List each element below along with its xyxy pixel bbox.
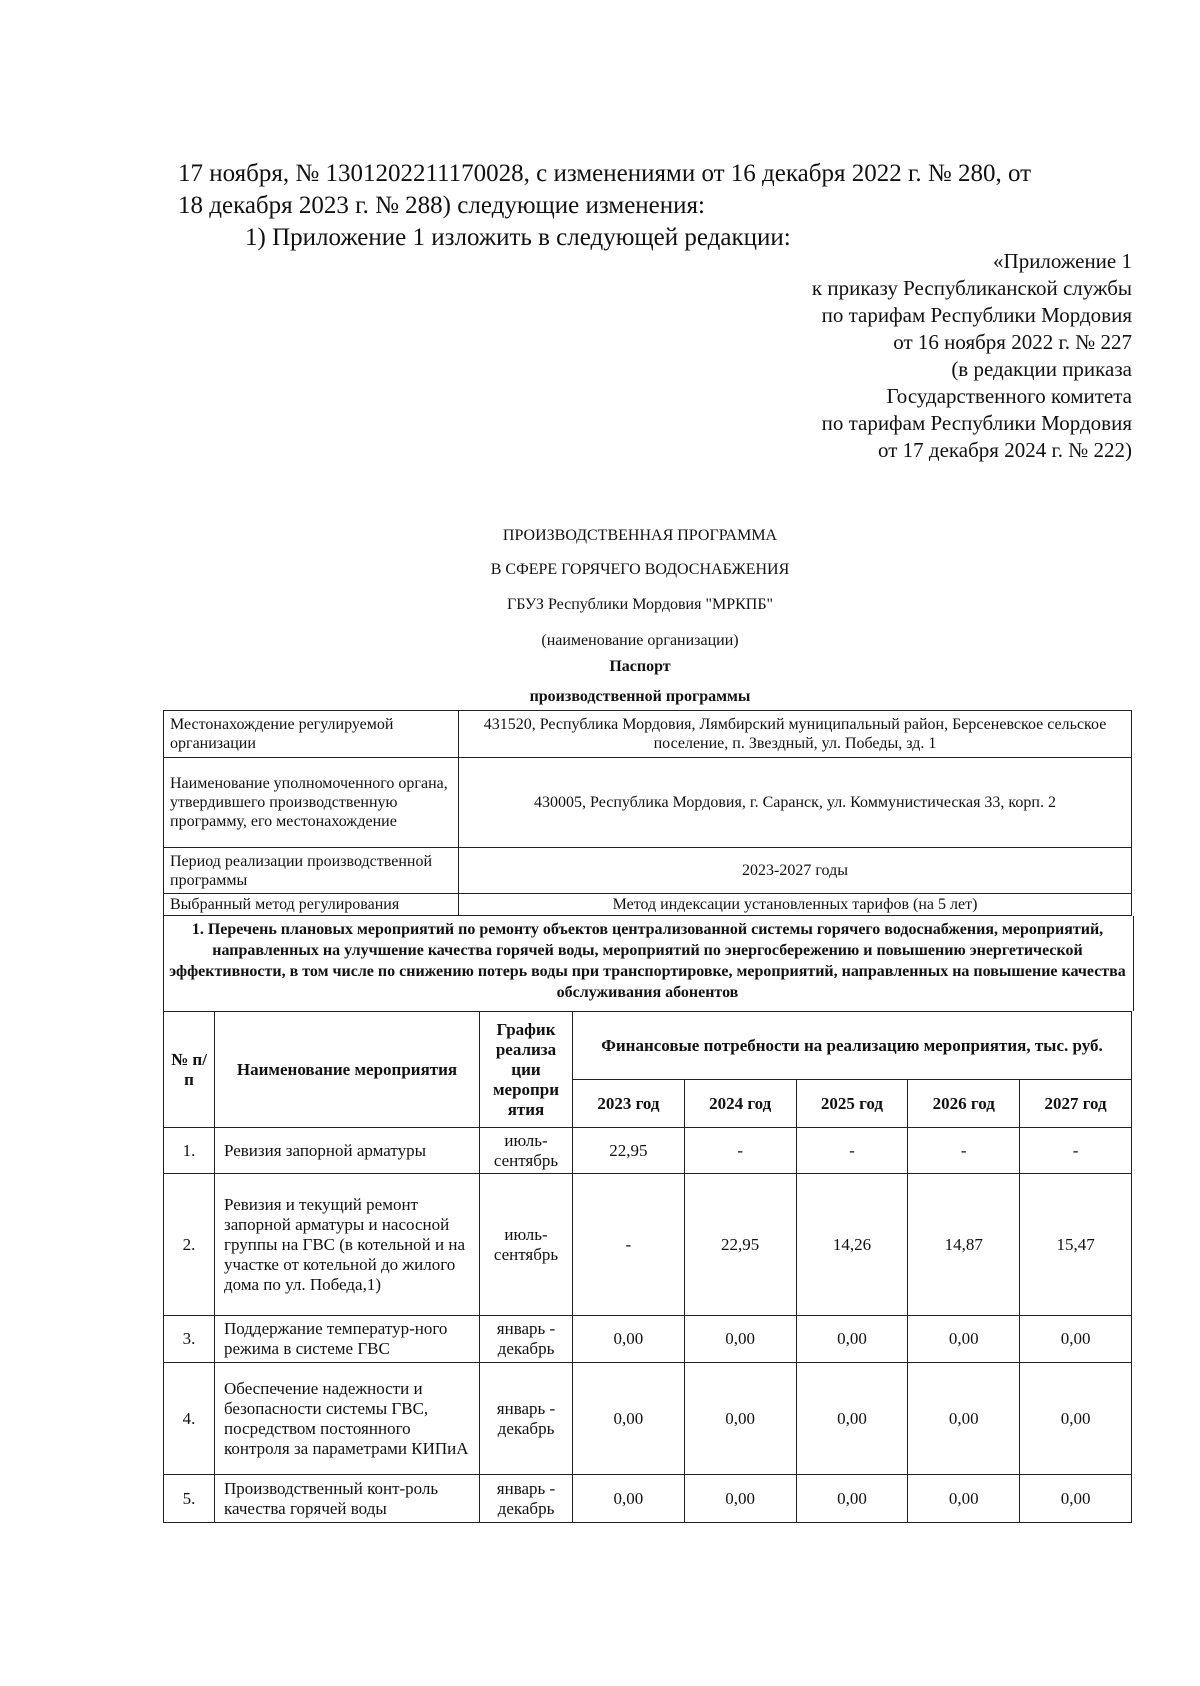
passport-value: 430005, Республика Мордовия, г. Саранск, ул. Коммунистическая 33, корп. 2 — [459, 758, 1132, 848]
passport-row — [164, 848, 1132, 894]
row-value: 0,00 — [684, 1363, 796, 1475]
row-value: 0,00 — [573, 1363, 685, 1475]
row-value: 0,00 — [573, 1475, 685, 1523]
row-name: Обеспечение надежности и безопасности системы ГВС, посредством постоянного контроля за параметрами КИПиА — [215, 1363, 480, 1475]
row-value: 0,00 — [684, 1316, 796, 1363]
row-number: 5. — [164, 1475, 215, 1523]
row-value: 0,00 — [1020, 1316, 1132, 1363]
header-year: 2026 год — [908, 1080, 1020, 1128]
row-value: - — [908, 1128, 1020, 1174]
row-schedule: январь - декабрь — [480, 1475, 573, 1523]
passport-value: 431520, Республика Мордовия, Лямбирский муниципальный район, Берсеневское сельское поселение, п. Звездный, ул. Победы, зд. 1 — [459, 711, 1132, 758]
intro-line-3: 1) Приложение 1 изложить в следующей редакции: — [245, 224, 791, 251]
row-value: 0,00 — [908, 1316, 1020, 1363]
measures-table — [163, 1011, 1132, 1523]
organization-caption: (наименование организации) — [541, 632, 739, 649]
header-year: 2025 год — [796, 1080, 908, 1128]
passport-label: Период реализации производственной программы — [164, 848, 459, 894]
appendix-line: по тарифам Республики Мордовия — [821, 411, 1132, 435]
appendix-line: от 17 декабря 2024 г. № 222) — [878, 438, 1132, 462]
row-number: 2. — [164, 1174, 215, 1316]
row-value: 0,00 — [1020, 1475, 1132, 1523]
row-value: - — [684, 1128, 796, 1174]
passport-label: Выбранный метод регулирования — [164, 894, 459, 916]
row-number: 4. — [164, 1363, 215, 1475]
table-row — [164, 1475, 1132, 1523]
intro-text — [178, 158, 1133, 254]
passport-value: Метод индексации установленных тарифов (на 5 лет) — [459, 894, 1132, 916]
row-value: 0,00 — [796, 1363, 908, 1475]
passport-table — [163, 710, 1132, 916]
table-row — [164, 1128, 1132, 1174]
row-value: 15,47 — [1020, 1174, 1132, 1316]
row-value: 0,00 — [796, 1316, 908, 1363]
row-value: - — [573, 1174, 685, 1316]
row-name: Производственный конт-роль качества горячей воды — [215, 1475, 480, 1523]
section-title: 1. Перечень плановых мероприятий по ремонту объектов централизованной системы горячего водоснабжения, мероприятий, направленных на улучшение качества горячей воды, мероприятий по энергосбережению и повышению энергетической эффективности, в том числе по снижению потерь воды при транспортировке, мероприятий, направленных на повышение качества обслуживания абонентов — [169, 921, 1126, 1001]
row-value: 0,00 — [796, 1475, 908, 1523]
row-value: 22,95 — [684, 1174, 796, 1316]
appendix-line: по тарифам Республики Мордовия — [821, 303, 1132, 327]
header-schedule: График реализа ции меропри ятия — [480, 1012, 573, 1128]
appendix-reference — [612, 248, 1132, 464]
passport-subheading: производственной программы — [529, 688, 751, 705]
appendix-line: «Приложение 1 — [993, 249, 1132, 273]
header-year: 2023 год — [573, 1080, 685, 1128]
header-year: 2024 год — [684, 1080, 796, 1128]
table-header-row — [164, 1012, 1132, 1080]
row-value: - — [1020, 1128, 1132, 1174]
table-row — [164, 1174, 1132, 1316]
passport-row — [164, 758, 1132, 848]
program-title: ПРОИЗВОДСТВЕННАЯ ПРОГРАММА — [502, 527, 778, 544]
row-name: Ревизия запорной арматуры — [215, 1128, 480, 1174]
passport-label: Местонахождение регулируемой организации — [164, 711, 459, 758]
table-row — [164, 1316, 1132, 1363]
row-value: 0,00 — [908, 1475, 1020, 1523]
row-schedule: июль-сентябрь — [480, 1128, 573, 1174]
program-subtitle: В СФЕРЕ ГОРЯЧЕГО ВОДОСНАБЖЕНИЯ — [490, 561, 790, 578]
row-schedule: июль-сентябрь — [480, 1174, 573, 1316]
row-value: 0,00 — [908, 1363, 1020, 1475]
row-number: 1. — [164, 1128, 215, 1174]
appendix-line: (в редакции приказа — [951, 357, 1132, 381]
passport-heading: Паспорт — [609, 658, 671, 675]
table-row — [164, 1363, 1132, 1475]
passport-row — [164, 711, 1132, 758]
appendix-line: Государственного комитета — [886, 384, 1132, 408]
row-schedule: январь - декабрь — [480, 1316, 573, 1363]
header-year: 2027 год — [1020, 1080, 1132, 1128]
row-schedule: январь - декабрь — [480, 1363, 573, 1475]
passport-value: 2023-2027 годы — [459, 848, 1132, 894]
row-name: Поддержание температур-ного режима в системе ГВС — [215, 1316, 480, 1363]
row-value: 14,26 — [796, 1174, 908, 1316]
row-value: - — [796, 1128, 908, 1174]
row-number: 3. — [164, 1316, 215, 1363]
header-finance: Финансовые потребности на реализацию мероприятия, тыс. руб. — [573, 1012, 1132, 1080]
passport-label: Наименование уполномоченного органа, утвердившего производственную программу, его местонахождение — [164, 758, 459, 848]
row-value: 22,95 — [573, 1128, 685, 1174]
header-number: № п/п — [164, 1012, 215, 1128]
row-value: 14,87 — [908, 1174, 1020, 1316]
intro-line-1: 17 ноября, № 1301202211170028, с изменениями от 16 декабря 2022 г. № 280, от — [178, 160, 1032, 187]
intro-line-2: 18 декабря 2023 г. № 288) следующие изменения: — [178, 192, 705, 219]
row-name: Ревизия и текущий ремонт запорной арматуры и насосной группы на ГВС (в котельной и на участке от котельной до жилого дома по ул. Победа,1) — [215, 1174, 480, 1316]
passport-row — [164, 894, 1132, 916]
row-value: 0,00 — [684, 1475, 796, 1523]
row-value: 0,00 — [1020, 1363, 1132, 1475]
appendix-line: к приказу Республиканской службы — [811, 276, 1132, 300]
header-name: Наименование мероприятия — [215, 1012, 480, 1128]
appendix-line: от 16 ноября 2022 г. № 227 — [893, 330, 1132, 354]
row-value: 0,00 — [573, 1316, 685, 1363]
organization-name: ГБУЗ Республики Мордовия "МРКПБ" — [506, 596, 774, 613]
